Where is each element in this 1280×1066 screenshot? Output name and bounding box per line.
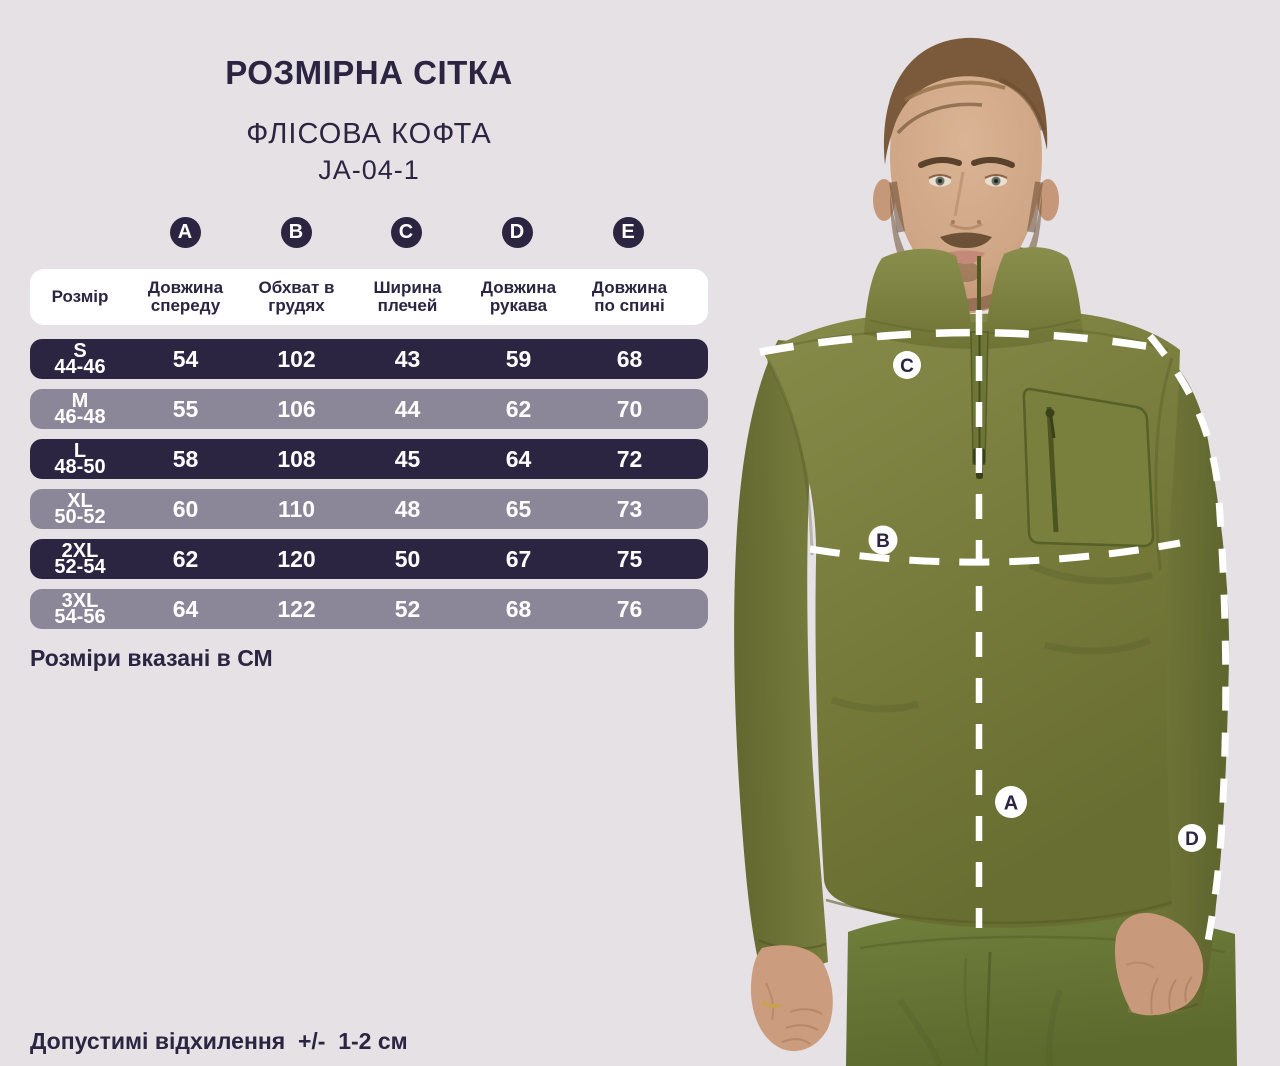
header-shoulder-line2: плечей	[377, 296, 438, 315]
photo-marker-d	[1178, 824, 1206, 852]
left-hand	[751, 945, 833, 1051]
measure-letter-d: D	[509, 221, 525, 243]
header-size-line1: Розмір	[51, 287, 109, 306]
size-range: 50-52	[54, 506, 106, 528]
value-chest: 120	[277, 545, 316, 572]
header-shoulder-line1: Ширина	[373, 278, 442, 297]
value-sleeve: 67	[505, 545, 532, 572]
pocket-zipper-pull	[1046, 409, 1055, 418]
value-front-length: 64	[172, 595, 199, 622]
size-label: L	[73, 440, 87, 462]
left-eye	[929, 175, 951, 187]
chest-pocket	[1024, 389, 1153, 546]
size-label: S	[73, 340, 87, 362]
header-back-line2: по спині	[594, 296, 665, 315]
size-range: 54-56	[54, 606, 106, 628]
photo-marker-c	[893, 351, 921, 379]
value-shoulder: 50	[394, 545, 421, 572]
value-chest: 110	[277, 495, 316, 522]
photo-marker-a	[995, 786, 1027, 818]
value-shoulder: 52	[394, 595, 421, 622]
value-back-length: 72	[616, 445, 643, 472]
value-chest: 102	[277, 345, 316, 372]
header-chest-line1: Обхват в	[258, 278, 335, 297]
tolerance-note: Допустимі відхилення +/- 1-2 см	[30, 1028, 408, 1054]
photo-marker-letter-d: D	[1185, 829, 1199, 850]
size-label: 2XL	[61, 540, 99, 562]
value-chest: 106	[277, 395, 316, 422]
size-range: 44-46	[54, 356, 106, 378]
value-back-length: 73	[616, 495, 643, 522]
value-sleeve: 68	[505, 595, 532, 622]
value-back-length: 76	[616, 595, 643, 622]
product-model-code: JA-04-1	[318, 155, 420, 185]
header-sleeve-line1: Довжина	[480, 278, 557, 297]
photo-marker-b	[869, 526, 898, 555]
size-range: 46-48	[54, 406, 106, 428]
value-front-length: 62	[172, 545, 199, 572]
value-back-length: 75	[616, 545, 643, 572]
value-sleeve: 62	[505, 395, 532, 422]
size-range: 48-50	[54, 456, 106, 478]
header-sleeve-line2: рукава	[489, 296, 548, 315]
value-front-length: 58	[172, 445, 199, 472]
value-shoulder: 43	[394, 345, 421, 372]
units-note: Розміри вказані в СМ	[30, 645, 273, 671]
photo-marker-letter-b: B	[876, 531, 890, 552]
value-sleeve: 64	[505, 445, 532, 472]
value-sleeve: 59	[505, 345, 532, 372]
right-eye	[985, 175, 1007, 187]
header-back-line1: Довжина	[591, 278, 668, 297]
measure-letter-b: B	[288, 221, 304, 243]
value-shoulder: 44	[394, 395, 421, 422]
value-back-length: 68	[616, 345, 643, 372]
page-title: РОЗМІРНА СІТКА	[225, 54, 513, 91]
value-front-length: 60	[172, 495, 199, 522]
header-front-line2: спереду	[150, 296, 221, 315]
size-label: XL	[67, 490, 93, 512]
value-shoulder: 45	[394, 445, 421, 472]
header-chest-line2: грудях	[268, 296, 325, 315]
photo-marker-letter-c: C	[900, 356, 914, 377]
value-chest: 108	[277, 445, 316, 472]
value-front-length: 54	[172, 345, 199, 372]
size-label: M	[71, 390, 89, 412]
measure-letter-a: A	[177, 221, 193, 243]
header-front-line1: Довжина	[147, 278, 224, 297]
photo-marker-letter-a: A	[1003, 792, 1019, 815]
value-front-length: 55	[172, 395, 199, 422]
measure-letter-e: E	[621, 221, 635, 243]
measure-letter-c: C	[398, 221, 414, 243]
product-name: ФЛІСОВА КОФТА	[246, 118, 492, 150]
value-sleeve: 65	[505, 495, 532, 522]
value-back-length: 70	[616, 395, 643, 422]
value-chest: 122	[277, 595, 316, 622]
size-label: 3XL	[61, 590, 99, 612]
size-range: 52-54	[54, 556, 106, 578]
value-shoulder: 48	[394, 495, 421, 522]
